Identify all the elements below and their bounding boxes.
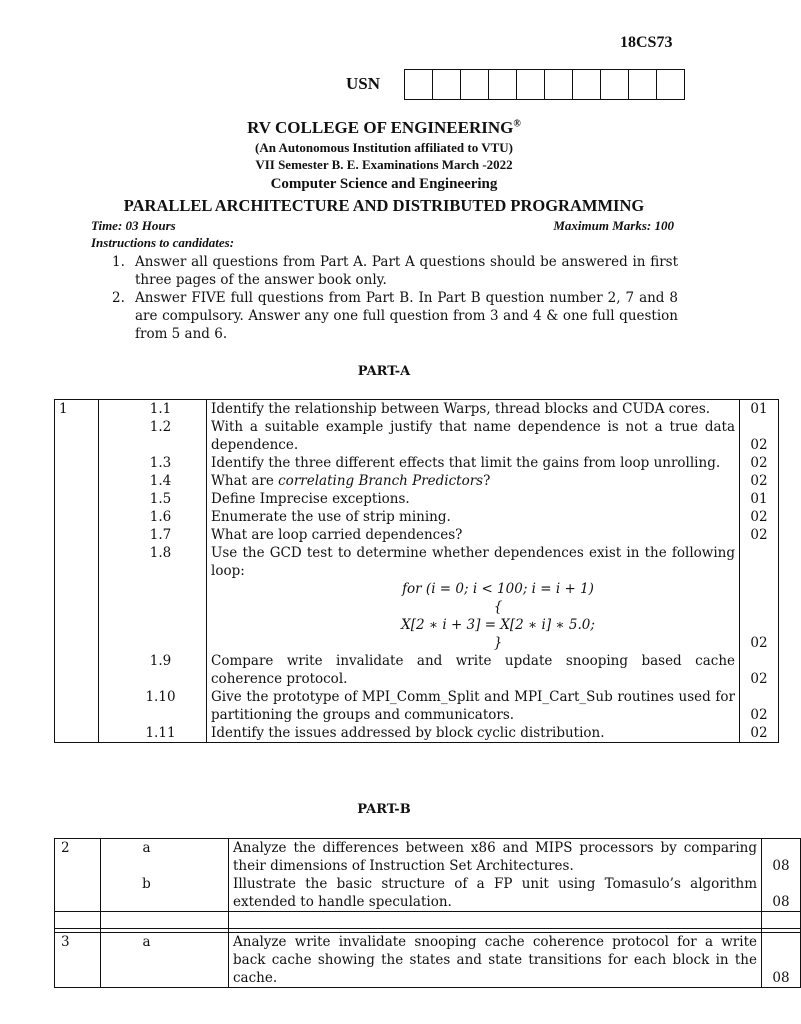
usn-boxes xyxy=(404,69,685,100)
marks: 02 xyxy=(750,527,768,543)
question-number xyxy=(55,875,101,912)
question-text: Identify the relationship between Warps, thread blocks and CUDA cores. xyxy=(207,400,740,419)
marks: 02 xyxy=(750,707,768,723)
question-text: Illustrate the basic structure of a FP unit using Tomasulo’s algorithm extended to handle speculation. xyxy=(229,875,762,912)
question-text: Analyze write invalidate snooping cache coherence protocol for a write back cache showing the states and state transitions for each block in the cache. xyxy=(229,933,762,988)
usn-box xyxy=(433,70,461,99)
usn-box xyxy=(489,70,517,99)
semester-line: VII Semester B. E. Examinations March -2022 xyxy=(255,157,513,172)
college-name: RV COLLEGE OF ENGINEERING® xyxy=(247,118,521,137)
part-a-table xyxy=(54,399,779,743)
table-row xyxy=(55,490,779,508)
sub-question-number: 1.9 xyxy=(99,652,207,688)
part-b-table xyxy=(54,838,801,988)
loop-formula-line: { xyxy=(493,599,503,615)
table-row xyxy=(55,472,779,490)
sub-question-letter: a xyxy=(101,933,229,988)
table-row xyxy=(55,688,779,724)
usn-box xyxy=(601,70,629,99)
sub-question-number: 1.3 xyxy=(99,454,207,472)
table-row xyxy=(55,933,801,988)
usn-box xyxy=(573,70,601,99)
loop-formula-line: X[2 ∗ i + 3] = X[2 ∗ i] ∗ 5.0; xyxy=(401,617,595,633)
sub-question-number: 1.5 xyxy=(99,490,207,508)
usn-box xyxy=(629,70,657,99)
question-number: 3 xyxy=(55,933,101,988)
question-number: 1 xyxy=(55,400,99,743)
sub-question-number: 1.4 xyxy=(99,472,207,490)
usn-box xyxy=(545,70,573,99)
marks: 08 xyxy=(762,875,801,912)
table-row xyxy=(55,724,779,743)
marks: 08 xyxy=(762,933,801,988)
loop-formula-line: } xyxy=(493,635,503,651)
course-code: 18CS73 xyxy=(620,34,673,51)
marks: 08 xyxy=(762,839,801,876)
sub-question-number: 1.7 xyxy=(99,526,207,544)
sub-question-number: 1.11 xyxy=(99,724,207,743)
registered-mark: ® xyxy=(513,118,521,130)
loop-formula-line: for (i = 0; i < 100; i = i + 1) xyxy=(402,581,594,597)
table-row xyxy=(55,454,779,472)
sub-question-number: 1.1 xyxy=(99,400,207,419)
question-text: Identify the issues addressed by block cyclic distribution. xyxy=(207,724,740,743)
table-row xyxy=(55,875,801,912)
usn-box xyxy=(657,70,685,99)
instruction-item: 2. Answer FIVE full questions from Part B. In Part B question number 2, 7 and 8 are compulsory. Answer any one full question from 3 and 4 & one full question from 5 and 6. xyxy=(112,290,678,342)
marks: 01 xyxy=(750,401,768,417)
table-row xyxy=(55,526,779,544)
sub-question-number: 1.8 xyxy=(99,544,207,652)
question-text: What are correlating Branch Predictors? xyxy=(207,472,740,490)
usn-box xyxy=(517,70,545,99)
spacer-row xyxy=(55,912,801,929)
subject-title: PARALLEL ARCHITECTURE AND DISTRIBUTED PROGRAMMING xyxy=(123,196,645,215)
autonomous-note: (An Autonomous Institution affiliated to VTU) xyxy=(255,140,513,155)
marks: 02 xyxy=(750,671,768,687)
usn-label: USN xyxy=(346,74,381,93)
exam-time: Time: 03 Hours xyxy=(91,218,176,233)
question-text: Analyze the differences between x86 and MIPS processors by comparing their dimensions of Instruction Set Architectures. xyxy=(229,839,762,876)
marks: 02 xyxy=(750,509,768,525)
max-marks: Maximum Marks: 100 xyxy=(553,218,674,233)
question-text: Define Imprecise exceptions. xyxy=(207,490,740,508)
sub-question-number: 1.10 xyxy=(99,688,207,724)
instructions-heading: Instructions to candidates: xyxy=(91,235,235,250)
question-text: With a suitable example justify that name dependence is not a true data dependence. xyxy=(207,418,740,454)
part-a-title: PART-A xyxy=(357,364,411,379)
question-text: Compare write invalidate and write update snooping based cache coherence protocol. xyxy=(207,652,740,688)
marks: 02 xyxy=(750,437,768,453)
instruction-item: 1. Answer all questions from Part A. Part A questions should be answered in first three pages of the answer book only. xyxy=(112,254,678,288)
table-row xyxy=(55,400,779,419)
instructions-list xyxy=(112,253,678,343)
emphasized-term: correlating Branch Predictors xyxy=(278,473,484,489)
question-number: 2 xyxy=(55,839,101,876)
marks: 02 xyxy=(750,635,768,651)
table-row xyxy=(55,508,779,526)
marks: 02 xyxy=(750,473,768,489)
sub-question-number: 1.2 xyxy=(99,418,207,454)
usn-box xyxy=(461,70,489,99)
department-name: Computer Science and Engineering xyxy=(270,176,498,192)
question-text: Identify the three different effects that limit the gains from loop unrolling. xyxy=(207,454,740,472)
part-b-title: PART-B xyxy=(357,802,411,817)
table-row xyxy=(55,544,779,652)
question-text: What are loop carried dependences? xyxy=(207,526,740,544)
table-row xyxy=(55,418,779,454)
table-row xyxy=(55,652,779,688)
question-text: Give the prototype of MPI_Comm_Split and MPI_Cart_Sub routines used for partitioning the groups and communicators. xyxy=(207,688,740,724)
table-row xyxy=(55,839,801,876)
marks: 02 xyxy=(750,725,768,741)
sub-question-letter: b xyxy=(101,875,229,912)
usn-box xyxy=(405,70,433,99)
sub-question-number: 1.6 xyxy=(99,508,207,526)
question-text: Use the GCD test to determine whether dependences exist in the following loop: for (i = 0; i < 100; i = i + 1) { X[2 ∗ i + 3] = X[2 ∗ i] ∗ 5.0; } xyxy=(207,544,740,652)
sub-question-letter: a xyxy=(101,839,229,876)
question-text: Enumerate the use of strip mining. xyxy=(207,508,740,526)
marks: 02 xyxy=(750,455,768,471)
marks: 01 xyxy=(750,491,768,507)
